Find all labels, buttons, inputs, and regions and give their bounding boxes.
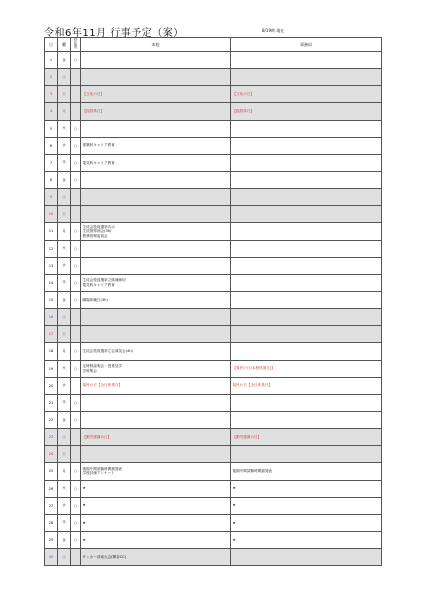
weekday-cell: 木: [58, 274, 71, 291]
main-event-cell: 【文化の日】: [81, 86, 231, 103]
day-cell: 25: [45, 463, 58, 480]
lunch-cell: [71, 446, 81, 463]
table-row: [45, 86, 382, 103]
table-row: [45, 69, 382, 86]
weekday-cell: 日: [58, 86, 71, 103]
office-event-cell: 県民の日【全日休業日】: [231, 377, 382, 394]
weekday-cell: 月: [58, 343, 71, 360]
weekday-cell: 木: [58, 154, 71, 171]
office-event-cell: ★: [231, 531, 382, 548]
main-event-cell: サッカー部東大会(陣谷CC): [81, 549, 231, 566]
lunch-cell: [71, 189, 81, 206]
day-cell: 26: [45, 480, 58, 497]
table-row: [45, 394, 382, 411]
table-row: [45, 52, 382, 69]
office-event-cell: [231, 411, 382, 428]
table-row: [45, 463, 382, 480]
day-cell: 29: [45, 531, 58, 548]
main-event-cell: [81, 240, 231, 257]
table-row: [45, 446, 382, 463]
office-event-cell: [231, 137, 382, 154]
table-row: [45, 257, 382, 274]
schedule-table: [44, 37, 382, 566]
main-event-cell: [81, 257, 231, 274]
column-header-lunch: 昼 給 食: [71, 38, 81, 52]
lunch-cell: ○: [71, 531, 81, 548]
as-of-date: 8/19時 現在: [262, 28, 285, 33]
office-event-cell: 【振替休日】: [231, 103, 382, 120]
lunch-cell: [71, 86, 81, 103]
table-row: [45, 497, 382, 514]
lunch-cell: ○: [71, 154, 81, 171]
weekday-cell: 土: [58, 309, 71, 326]
page-title: 令和6年11月 行事予定（案）: [44, 28, 184, 39]
office-event-cell: [231, 120, 382, 137]
table-row: [45, 309, 382, 326]
office-event-cell: [231, 240, 382, 257]
weekday-cell: 木: [58, 394, 71, 411]
table-row: [45, 514, 382, 531]
weekday-cell: 水: [58, 257, 71, 274]
table-row: [45, 480, 382, 497]
weekday-cell: 火: [58, 120, 71, 137]
main-event-cell: ★: [81, 531, 231, 548]
table-row: [45, 137, 382, 154]
day-cell: 7: [45, 154, 58, 171]
lunch-cell: ○: [71, 257, 81, 274]
lunch-cell: ○: [71, 360, 81, 377]
lunch-cell: [71, 549, 81, 566]
table-row: [45, 120, 382, 137]
day-cell: 14: [45, 274, 58, 291]
table-row: [45, 549, 382, 566]
day-cell: 27: [45, 497, 58, 514]
office-event-cell: [231, 154, 382, 171]
lunch-cell: [71, 206, 81, 223]
weekday-cell: 金: [58, 291, 71, 308]
main-event-cell: 電気科キャリア教育: [81, 154, 231, 171]
day-cell: 12: [45, 240, 58, 257]
main-event-cell: 後期中間試験時間割発表 学校評価アンケート: [81, 463, 231, 480]
main-event-cell: [81, 394, 231, 411]
day-cell: 15: [45, 291, 58, 308]
weekday-cell: 日: [58, 326, 71, 343]
main-event-cell: 【振替休日】: [81, 103, 231, 120]
main-event-cell: 【勤労感謝の日】: [81, 429, 231, 446]
weekday-cell: 火: [58, 360, 71, 377]
table-row: [45, 377, 382, 394]
weekday-cell: 金: [58, 411, 71, 428]
table-header-row: [45, 38, 382, 52]
lunch-cell: ○: [71, 171, 81, 188]
day-cell: 30: [45, 549, 58, 566]
lunch-cell: ○: [71, 394, 81, 411]
main-event-cell: [81, 206, 231, 223]
table-row: [45, 360, 382, 377]
office-event-cell: [231, 257, 382, 274]
table-row: [45, 206, 382, 223]
day-cell: 10: [45, 206, 58, 223]
weekday-cell: 木: [58, 514, 71, 531]
weekday-cell: 水: [58, 377, 71, 394]
day-cell: 1: [45, 52, 58, 69]
table-row: [45, 240, 382, 257]
main-event-cell: 職場体験日(3h): [81, 291, 231, 308]
office-event-cell: [231, 189, 382, 206]
main-event-cell: [81, 171, 231, 188]
table-row: [45, 411, 382, 428]
lunch-cell: [71, 377, 81, 394]
office-event-cell: [231, 206, 382, 223]
lunch-cell: ○: [71, 411, 81, 428]
main-event-cell: [81, 189, 231, 206]
column-header-main: 本校: [81, 38, 231, 52]
weekday-cell: 土: [58, 69, 71, 86]
main-event-cell: 生徒会役員選挙立会演説会(4h): [81, 343, 231, 360]
office-event-cell: ★: [231, 480, 382, 497]
weekday-cell: 金: [58, 531, 71, 548]
office-event-cell: ★: [231, 497, 382, 514]
office-event-cell: ★: [231, 514, 382, 531]
office-event-cell: [231, 326, 382, 343]
weekday-cell: 土: [58, 189, 71, 206]
table-row: [45, 531, 382, 548]
day-cell: 8: [45, 171, 58, 188]
office-event-cell: [231, 549, 382, 566]
main-event-cell: 定時制説明会・授業見学 学科集会: [81, 360, 231, 377]
main-event-cell: 建築科キャリア教育: [81, 137, 231, 154]
day-cell: 18: [45, 343, 58, 360]
office-event-cell: [231, 446, 382, 463]
lunch-cell: [71, 69, 81, 86]
table-row: [45, 326, 382, 343]
main-event-cell: ★: [81, 514, 231, 531]
main-event-cell: [81, 326, 231, 343]
weekday-cell: 水: [58, 137, 71, 154]
table-row: [45, 171, 382, 188]
office-event-cell: [231, 343, 382, 360]
lunch-cell: ○: [71, 463, 81, 480]
main-event-cell: [81, 411, 231, 428]
lunch-cell: ○: [71, 514, 81, 531]
weekday-cell: 月: [58, 223, 71, 240]
day-cell: 19: [45, 360, 58, 377]
day-cell: 28: [45, 514, 58, 531]
day-cell: 4: [45, 103, 58, 120]
day-cell: 11: [45, 223, 58, 240]
main-event-cell: 県民の日【全日休業日】: [81, 377, 231, 394]
day-cell: 5: [45, 120, 58, 137]
main-event-cell: [81, 69, 231, 86]
main-event-cell: [81, 120, 231, 137]
main-event-cell: ★: [81, 497, 231, 514]
weekday-cell: 月: [58, 463, 71, 480]
lunch-cell: [71, 103, 81, 120]
office-event-cell: [231, 171, 382, 188]
column-header-day: 日: [45, 38, 58, 52]
day-cell: 21: [45, 394, 58, 411]
column-header-office: 事務局: [231, 38, 382, 52]
lunch-cell: ○: [71, 497, 81, 514]
lunch-cell: ○: [71, 120, 81, 137]
weekday-cell: 月: [58, 103, 71, 120]
day-cell: 17: [45, 326, 58, 343]
office-event-cell: [231, 223, 382, 240]
main-event-cell: 生徒会役員選挙告示 生徒指導部会(3h) 教務管理委員会: [81, 223, 231, 240]
office-event-cell: 【県民の日(本校休業日)】: [231, 360, 382, 377]
table-row: [45, 291, 382, 308]
table-row: [45, 274, 382, 291]
day-cell: 22: [45, 411, 58, 428]
day-cell: 3: [45, 86, 58, 103]
table-row: [45, 343, 382, 360]
table-row: [45, 429, 382, 446]
office-event-cell: [231, 274, 382, 291]
weekday-cell: 火: [58, 240, 71, 257]
lunch-cell: ○: [71, 480, 81, 497]
lunch-cell: [71, 309, 81, 326]
office-event-cell: 【勤労感謝の日】: [231, 429, 382, 446]
day-cell: 20: [45, 377, 58, 394]
lunch-cell: ○: [71, 343, 81, 360]
main-event-cell: [81, 309, 231, 326]
weekday-cell: 水: [58, 497, 71, 514]
table-row: [45, 103, 382, 120]
lunch-cell: [71, 429, 81, 446]
lunch-cell: ○: [71, 223, 81, 240]
day-cell: 2: [45, 69, 58, 86]
day-cell: 24: [45, 446, 58, 463]
weekday-cell: 日: [58, 446, 71, 463]
office-event-cell: 後期中間試験時間割発表: [231, 463, 382, 480]
table-row: [45, 189, 382, 206]
day-cell: 16: [45, 309, 58, 326]
table-row: [45, 223, 382, 240]
day-cell: 13: [45, 257, 58, 274]
main-event-cell: [81, 446, 231, 463]
weekday-cell: 土: [58, 549, 71, 566]
office-event-cell: 【文化の日】: [231, 86, 382, 103]
weekday-cell: 火: [58, 480, 71, 497]
lunch-cell: ○: [71, 137, 81, 154]
lunch-cell: ○: [71, 240, 81, 257]
day-cell: 6: [45, 137, 58, 154]
column-header-dow: 曜: [58, 38, 71, 52]
lunch-cell: ○: [71, 52, 81, 69]
office-event-cell: [231, 291, 382, 308]
office-event-cell: [231, 52, 382, 69]
office-event-cell: [231, 69, 382, 86]
lunch-cell: ○: [71, 274, 81, 291]
lunch-cell: [71, 326, 81, 343]
lunch-cell: ○: [71, 291, 81, 308]
office-event-cell: [231, 394, 382, 411]
weekday-cell: 金: [58, 52, 71, 69]
main-event-cell: ★: [81, 480, 231, 497]
day-cell: 23: [45, 429, 58, 446]
main-event-cell: [81, 52, 231, 69]
office-event-cell: [231, 309, 382, 326]
weekday-cell: 金: [58, 171, 71, 188]
weekday-cell: 土: [58, 429, 71, 446]
table-row: [45, 154, 382, 171]
main-event-cell: 生徒会役員選挙立候補締切 電気科キャリア教育: [81, 274, 231, 291]
day-cell: 9: [45, 189, 58, 206]
weekday-cell: 日: [58, 206, 71, 223]
